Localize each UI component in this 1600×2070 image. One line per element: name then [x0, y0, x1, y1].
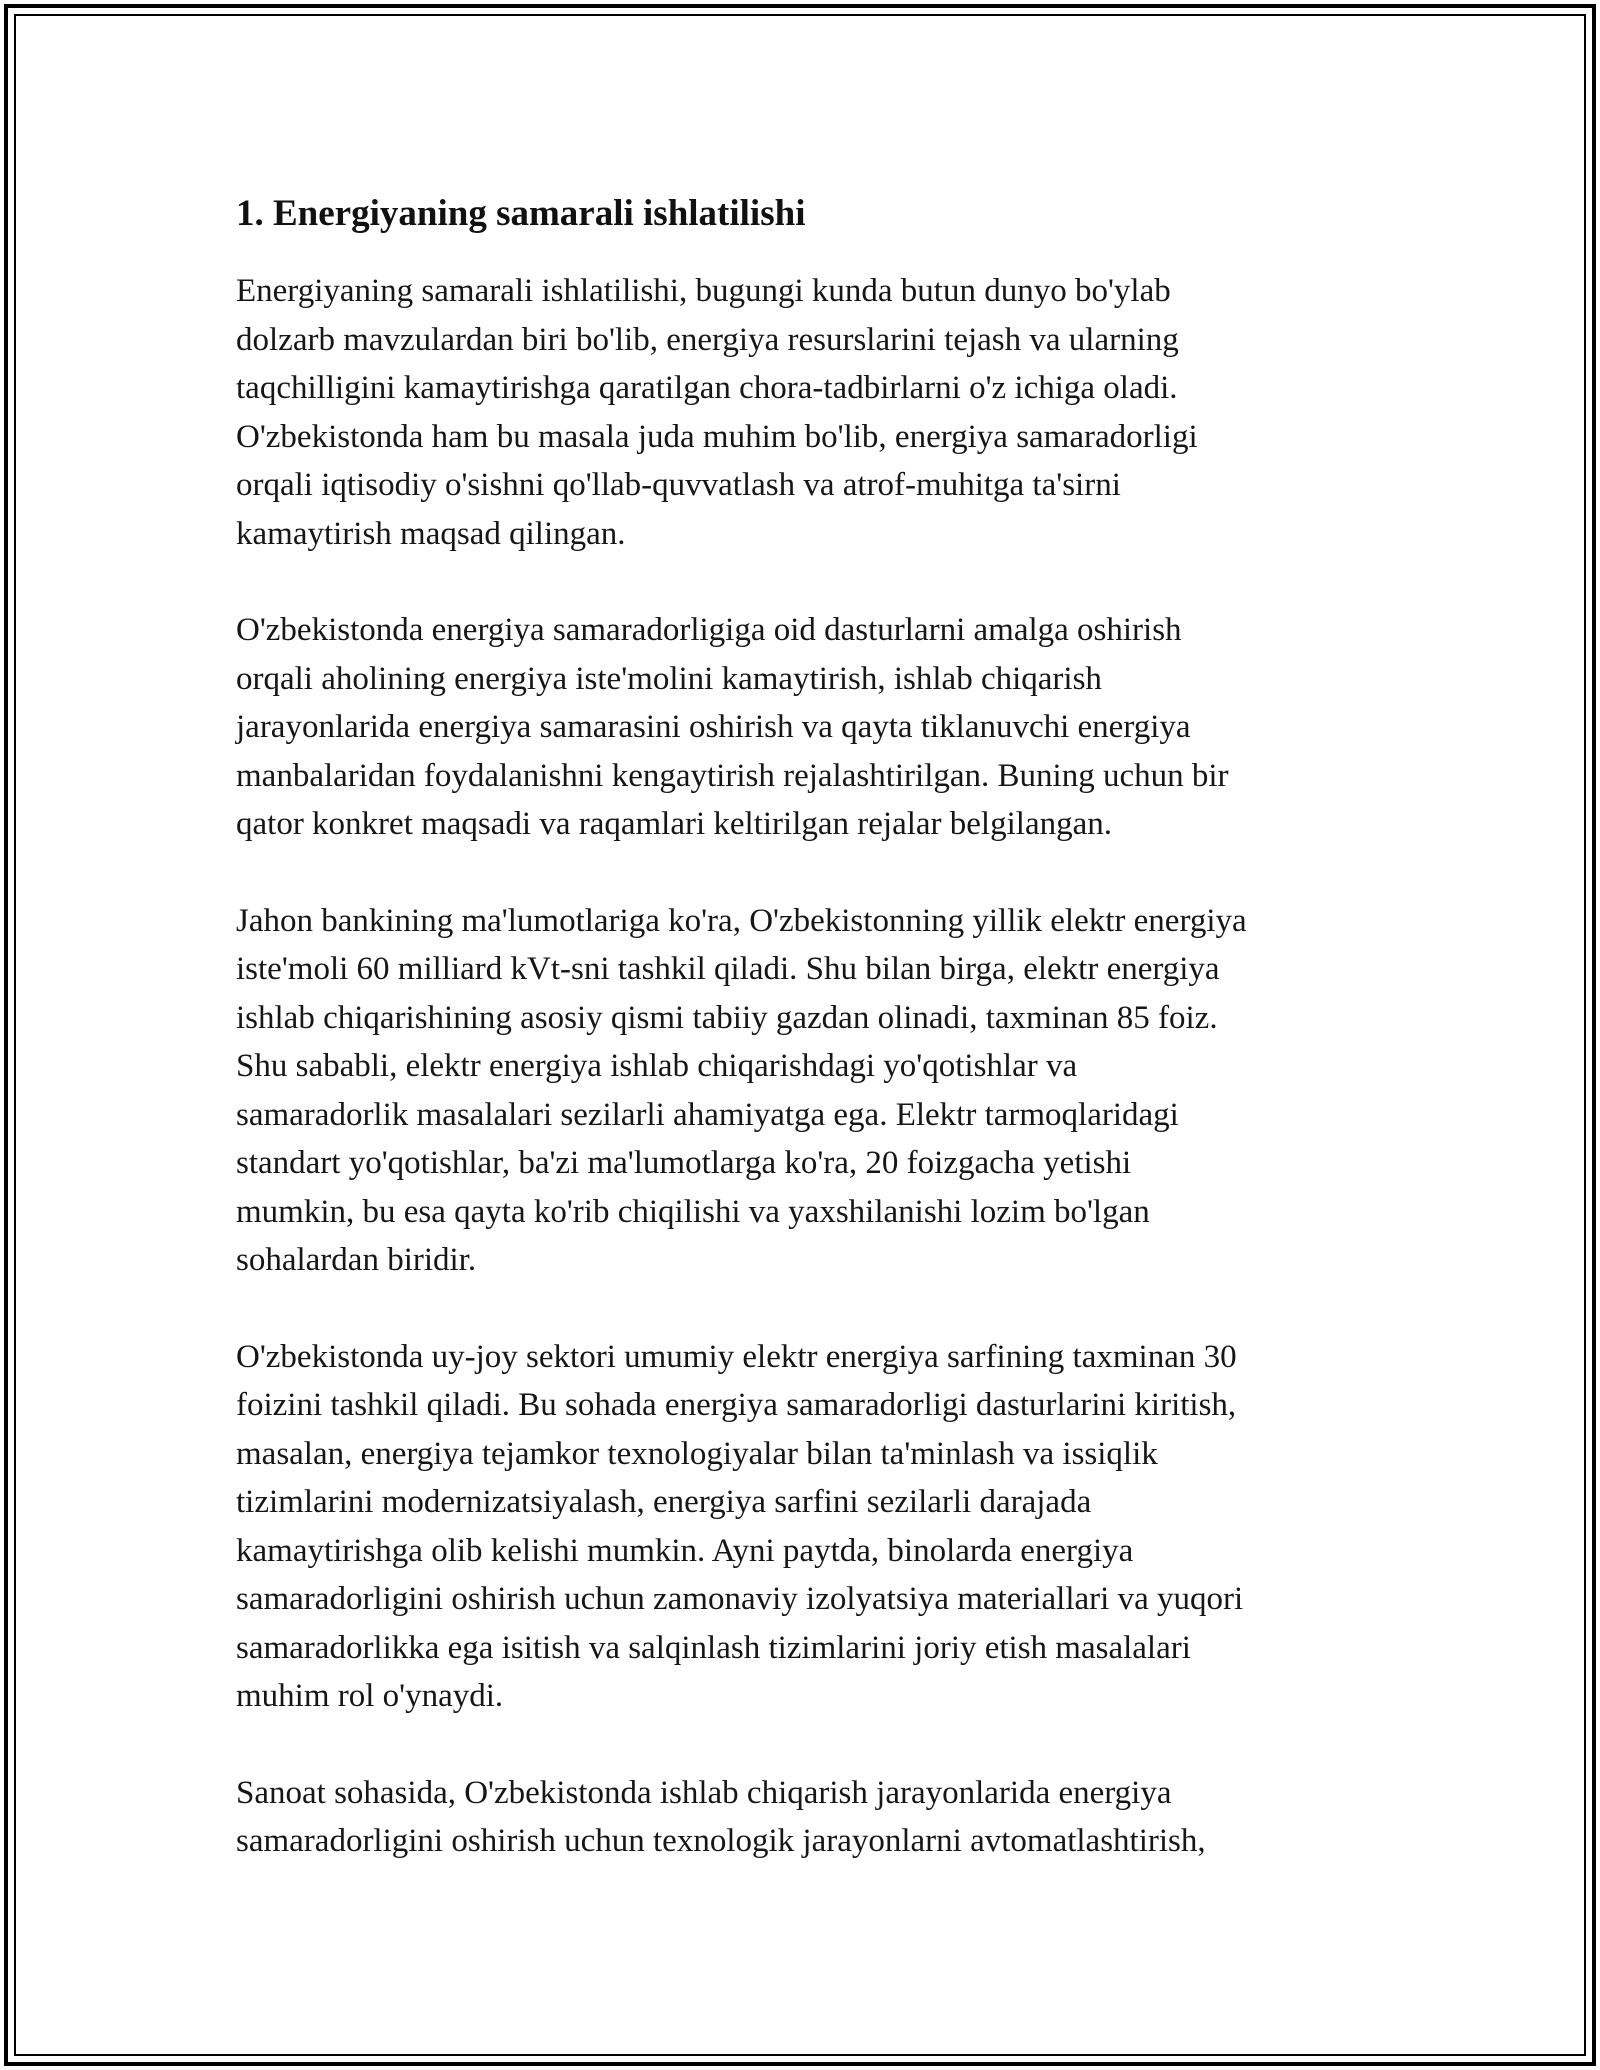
text-line: foizini tashkil qiladi. Bu sohada energiya samaradorligi dasturlarini kiritish, — [236, 1387, 1237, 1423]
text-line: kamaytirishga olib kelishi mumkin. Ayni paytda, binolarda energiya — [236, 1532, 1134, 1569]
text-line: jarayonlarida energiya samarasini oshirish va qayta tiklanuvchi energiya — [236, 709, 1191, 745]
text-line: Energiyaning samarali ishlatilishi, bugungi kunda butun dunyo bo'ylab — [236, 273, 1171, 309]
paragraph-1 — [236, 267, 1376, 558]
text-line: masalan, energiya tejamkor texnologiyalar bilan ta'minlash va issiqlik — [236, 1435, 1158, 1472]
text-line: dolzarb mavzulardan biri bo'lib, energiya resurslarini tejash va ularning — [236, 321, 1179, 358]
text-line: samaradorligini oshirish uchun zamonaviy izolyatsiya materiallari va yuqori — [236, 1581, 1244, 1617]
text-line: O'zbekistonda uy-joy sektori umumiy elektr energiya sarfining taxminan 30 — [236, 1338, 1237, 1375]
paragraph-3 — [236, 897, 1376, 1285]
text-line: samaradorlik masalalari sezilarli ahamiyatga ega. Elektr tarmoqlaridagi — [236, 1096, 1179, 1133]
text-line: standart yo'qotishlar, ba'zi ma'lumotlarga ko'ra, 20 foizgacha yetishi — [236, 1145, 1132, 1181]
text-line: O'zbekistonda ham bu masala juda muhim bo'lib, energiya samaradorligi — [236, 418, 1198, 455]
text-line: tizimlarini modernizatsiyalash, energiya sarfini sezilarli darajada — [236, 1484, 1092, 1520]
text-line: samaradorligini oshirish uchun texnologik jarayonlarni avtomatlashtirish, — [236, 1823, 1206, 1859]
paragraph-4 — [236, 1333, 1376, 1721]
text-line: sohalardan biridir. — [236, 1242, 477, 1278]
text-line: orqali aholining energiya iste'molini kamaytirish, ishlab chiqarish — [236, 660, 1102, 697]
text-line: ishlab chiqarishining asosiy qismi tabiiy gazdan olinadi, taxminan 85 foiz. — [236, 999, 1218, 1036]
paragraph-2 — [236, 606, 1376, 849]
text-line: mumkin, bu esa qayta ko'rib chiqilishi va yaxshilanishi lozim bo'lgan — [236, 1193, 1150, 1230]
text-line: O'zbekistonda energiya samaradorligiga oid dasturlarni amalga oshirish — [236, 612, 1182, 648]
text-line: kamaytirish maqsad qilingan. — [236, 515, 626, 552]
text-line: muhim rol o'ynaydi. — [236, 1678, 504, 1714]
section-heading: 1. Energiyaning samarali ishlatilishi — [236, 193, 806, 234]
text-line: samaradorlikka ega isitish va salqinlash tizimlarini joriy etish masalalari — [236, 1629, 1191, 1666]
text-line: Shu sababli, elektr energiya ishlab chiqarishdagi yo'qotishlar va — [236, 1048, 1078, 1084]
text-line: iste'moli 60 milliard kVt-sni tashkil qiladi. Shu bilan birga, elektr energiya — [236, 951, 1220, 987]
text-line: Sanoat sohasida, O'zbekistonda ishlab chiqarish jarayonlarida energiya — [236, 1774, 1172, 1811]
text-line: qator konkret maqsadi va raqamlari keltirilgan rejalar belgilangan. — [236, 806, 1112, 842]
text-line: manbalaridan foydalanishni kengaytirish rejalashtirilgan. Buning uchun bir — [236, 757, 1229, 794]
text-line: taqchilligini kamaytirishga qaratilgan chora-tadbirlarni o'z ichiga oladi. — [236, 370, 1178, 406]
paragraph-5 — [236, 1769, 1376, 1866]
text-line: orqali iqtisodiy o'sishni qo'llab-quvvatlash va atrof-muhitga ta'sirni — [236, 467, 1121, 503]
text-line: Jahon bankining ma'lumotlariga ko'ra, O'zbekistonning yillik elektr energiya — [236, 902, 1247, 939]
document-body — [236, 186, 1376, 1914]
